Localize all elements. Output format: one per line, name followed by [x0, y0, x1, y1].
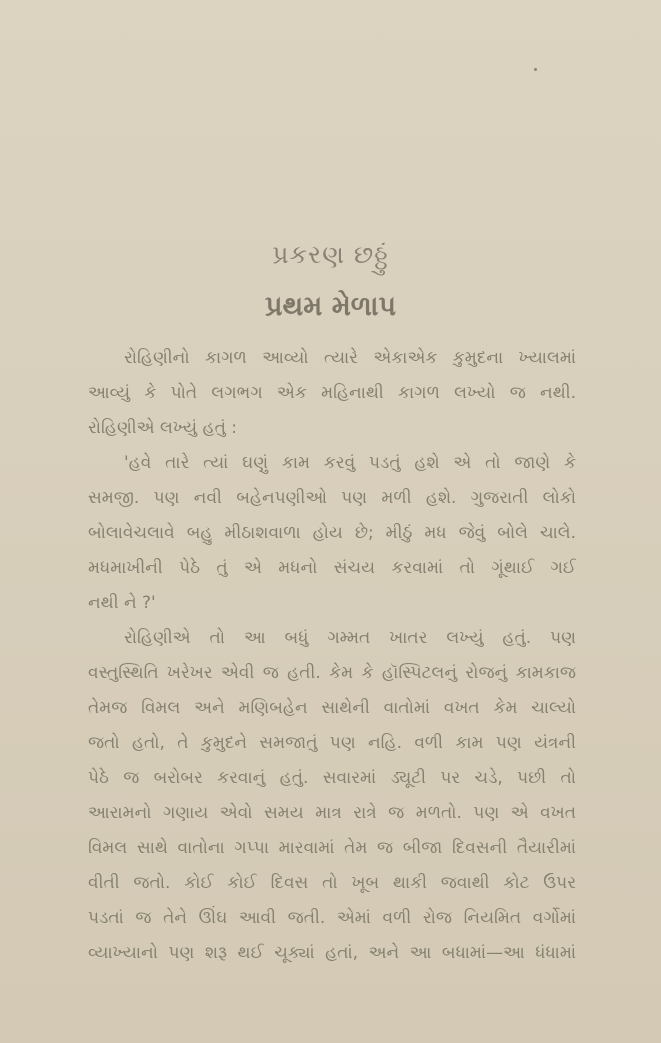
chapter-title: પ્રથમ મેળાપ	[265, 291, 396, 322]
text-line: મધમાખીની પેઠે તું એ મધનો સંચય કરવામાં તો ગૂંથાઈ ગઈ	[88, 558, 576, 578]
text-line: પેઠે જ બરોબર કરવાનું હતું. સવારમાં ડ્યૂટી પર ચડે, પછી તો	[88, 768, 576, 788]
body-text	[88, 341, 576, 971]
text-line: જતો હતો, તે કુમુદને સમજાતું પણ નહિ. વળી કામ પણ યંત્રની	[88, 733, 576, 753]
paragraph-1	[88, 341, 576, 446]
text-line: નથી ને ?'	[88, 593, 156, 613]
chapter-number: પ્રકરણ છઠ્ઠું	[272, 240, 389, 269]
text-line: રોહિણીએ લખ્યું હતું :	[88, 418, 237, 438]
chapter-heading	[0, 238, 661, 324]
text-line: આવ્યું કે પોતે લગભગ એક મહિનાથી કાગળ લખ્યો જ નથી.	[88, 383, 576, 403]
text-line: તેમજ વિમલ અને મણિબહેન સાથેની વાતોમાં વખત કેમ ચાલ્યો	[88, 698, 576, 718]
text-line: વીતી જતો. કોઈ કોઈ દિવસ તો ખૂબ થાકી જવાથી કોટ ઉપર	[88, 873, 576, 893]
paragraph-3	[88, 621, 576, 971]
text-line: પડતાં જ તેને ઊંઘ આવી જતી. એમાં વળી રોજ નિયમિત વર્ગોમાં	[88, 908, 576, 928]
paragraph-2	[88, 446, 576, 621]
paper-speck	[534, 68, 537, 71]
text-line: 'હવે તારે ત્યાં ઘણું કામ કરવું પડતું હશે એ તો જાણે કે	[124, 453, 576, 473]
text-line: વ્યાખ્યાનો પણ શરૂ થઈ ચૂક્યાં હતાં, અને આ બધામાં—આ ધંધામાં	[88, 943, 576, 963]
text-line: રોહિણીએ તો આ બધું ગમ્મત ખાતર લખ્યું હતું. પણ	[124, 628, 576, 648]
text-line: બોલાવેચલાવે બહુ મીઠાશવાળા હોય છે; મીઠું મધ જેવું બોલે ચાલે.	[88, 523, 576, 543]
text-line: રોહિણીનો કાગળ આવ્યો ત્યારે એકાએક કુમુદના ખ્યાલમાં	[124, 348, 576, 368]
text-line: સમજી. પણ નવી બહેનપણીઓ પણ મળી હશે. ગુજરાતી લોકો	[88, 488, 576, 508]
text-line: આરામનો ગણાય એવો સમય માત્ર રાત્રે જ મળતો. પણ એ વખત	[88, 803, 576, 823]
text-line: વસ્તુસ્થિતિ ખરેખર એવી જ હતી. કેમ કે હૉસ્પિટલનું રોજનું કામકાજ	[88, 663, 576, 683]
text-line: વિમલ સાથે વાતોના ગપ્પા મારવામાં તેમ જ બીજા દિવસની તૈયારીમાં	[88, 838, 576, 858]
